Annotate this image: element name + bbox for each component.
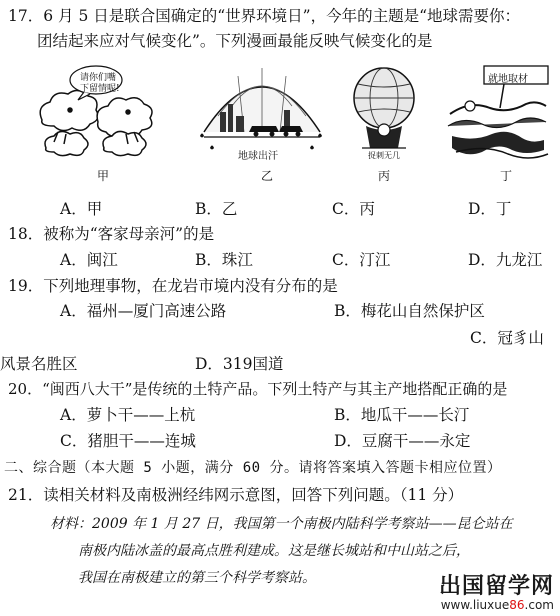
- q19-option-b: B．梅花山自然保护区: [334, 302, 485, 320]
- q21-material-line1: 材料：2009 年 1 月 27 日，我国第一个南极内陆科学考察站——昆仑站在: [50, 516, 513, 532]
- q18-option-a: A．闽江: [60, 251, 118, 269]
- caption-jia: 甲: [97, 169, 110, 183]
- watermark-url-prefix: www.liuxue: [440, 598, 510, 612]
- watermark-url-number: 86: [509, 598, 525, 612]
- q21-material-line3: 我国在南极建立的第三个科学考察站。: [78, 570, 316, 586]
- bing-label: 捉刺无几: [368, 151, 400, 160]
- yi-label: 地球出汗: [238, 151, 278, 162]
- q17-option-b: B．乙: [195, 200, 238, 218]
- jia-bubble-line1: 请你们嘴: [80, 73, 117, 83]
- q19-option-d: D．319国道: [195, 355, 284, 373]
- site-watermark: [439, 575, 554, 612]
- watermark-url-suffix: .com: [524, 598, 554, 612]
- q21-material-line2: 南极内陆冰盖的最高点胜利建成。这是继长城站和中山站之后，: [78, 543, 470, 559]
- caption-yi: 乙: [261, 169, 274, 183]
- watermark-url: [439, 599, 554, 612]
- ding-sign-text: 就地取材: [488, 74, 528, 85]
- jia-bubble-text: [80, 73, 120, 95]
- q20-option-a: A．萝卜干——上杭: [60, 406, 196, 424]
- q17-stem-line2: 团结起来应对气候变化”。下列漫画最能反映气候变化的是: [37, 32, 433, 50]
- q19-option-c: C．冠豸山: [470, 329, 544, 347]
- q18-option-d: D．九龙江: [468, 251, 543, 269]
- q20-option-c: C．猪胆干——连城: [60, 432, 196, 450]
- q18-stem: 18．被称为“客家母亲河”的是: [8, 225, 215, 243]
- q17-stem-line1: 17．6 月 5 日是联合国确定的“世界环境日”，今年的主题是“地球需要你：: [8, 7, 521, 25]
- q18-option-b: B．珠江: [195, 251, 253, 269]
- q19-option-c-continued: 风景名胜区: [0, 355, 78, 373]
- q21-stem: 21．读相关材料及南极洲经纬网示意图，回答下列问题。（11 分）: [8, 486, 464, 504]
- caption-ding: 丁: [500, 169, 513, 183]
- jia-bubble-line2: 下留情呢!: [80, 84, 120, 94]
- caption-bing: 丙: [378, 169, 391, 183]
- q20-option-b: B．地瓜干——长汀: [334, 406, 470, 424]
- watermark-title: 出国留学网: [438, 574, 554, 599]
- q19-stem: 19．下列地理事物，在龙岩市境内没有分布的是: [8, 277, 338, 295]
- section-2-heading: 二、综合题（本大题 5 小题，满分 60 分。请将答案填入答题卡相应位置）: [4, 460, 502, 476]
- cartoon-bing-image: [344, 64, 424, 164]
- q18-option-c: C．汀江: [332, 251, 391, 269]
- q17-option-a: A．甲: [60, 200, 103, 218]
- q17-option-c: C．丙: [332, 200, 375, 218]
- q20-option-d: D．豆腐干——永定: [334, 432, 471, 450]
- q19-option-a: A．福州—厦门高速公路: [60, 302, 227, 320]
- q17-option-d: D．丁: [468, 200, 512, 218]
- q20-stem: 20．“闽西八大干”是传统的土特产品。下列土特产与其主产地搭配正确的是: [8, 380, 508, 398]
